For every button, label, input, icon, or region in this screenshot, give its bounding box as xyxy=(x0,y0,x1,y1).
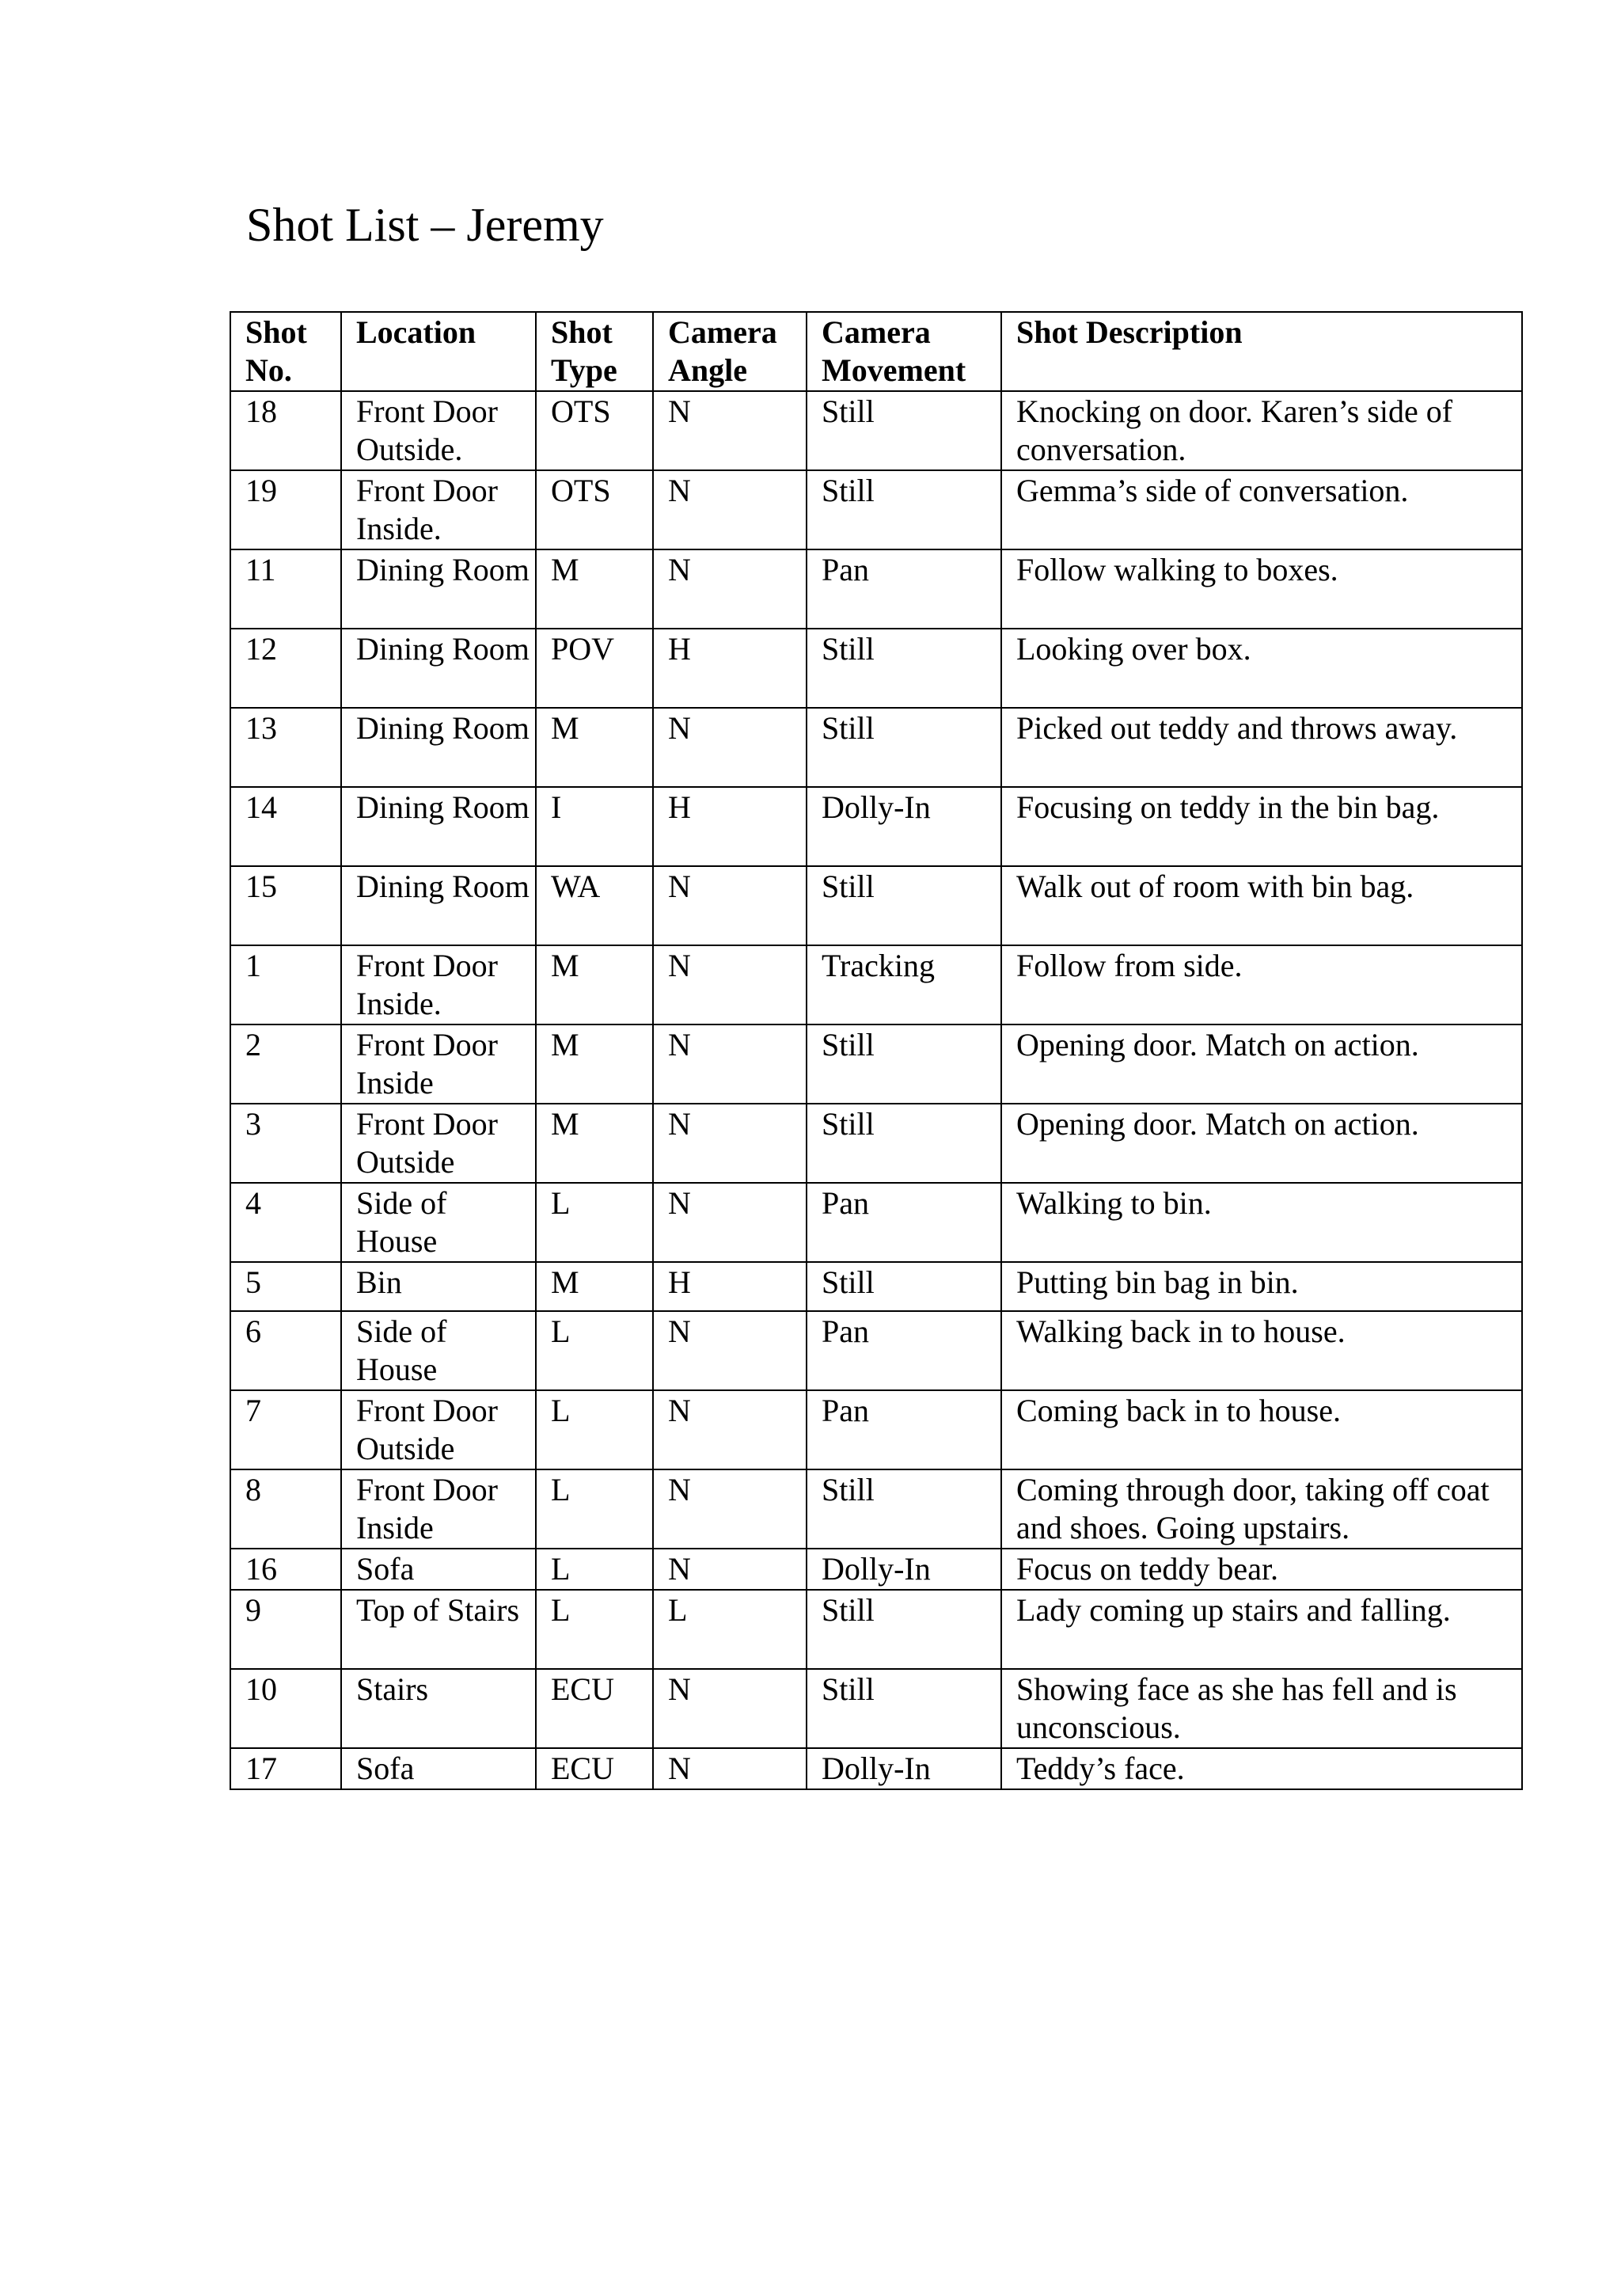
cell-camera-movement: Still xyxy=(807,629,1001,708)
cell-shot-no: 13 xyxy=(230,708,341,787)
cell-camera-angle: N xyxy=(653,470,807,549)
cell-location: Dining Room xyxy=(341,866,536,945)
cell-camera-angle: N xyxy=(653,1549,807,1590)
cell-shot-type: OTS xyxy=(536,391,653,470)
table-row xyxy=(230,1262,1522,1311)
cell-shot-type: M xyxy=(536,945,653,1024)
cell-camera-angle: N xyxy=(653,1748,807,1789)
cell-location: Front Door Inside xyxy=(341,1024,536,1104)
cell-location: Front Door Inside. xyxy=(341,945,536,1024)
table-row xyxy=(230,1183,1522,1262)
cell-camera-movement: Still xyxy=(807,391,1001,470)
table-row xyxy=(230,1669,1522,1748)
cell-shot-description: Coming through door, taking off coat and shoes. Going upstairs. xyxy=(1001,1469,1522,1549)
cell-shot-type: M xyxy=(536,1104,653,1183)
cell-shot-type: M xyxy=(536,1262,653,1311)
cell-shot-type: L xyxy=(536,1390,653,1469)
cell-shot-no: 1 xyxy=(230,945,341,1024)
cell-shot-no: 12 xyxy=(230,629,341,708)
cell-camera-angle: H xyxy=(653,1262,807,1311)
table-row xyxy=(230,1469,1522,1549)
cell-shot-description: Follow walking to boxes. xyxy=(1001,549,1522,629)
cell-shot-no: 5 xyxy=(230,1262,341,1311)
cell-location: Side of House xyxy=(341,1311,536,1390)
table-row xyxy=(230,945,1522,1024)
cell-shot-type: L xyxy=(536,1183,653,1262)
cell-shot-no: 19 xyxy=(230,470,341,549)
cell-shot-type: M xyxy=(536,708,653,787)
table-row xyxy=(230,1311,1522,1390)
table-row xyxy=(230,1024,1522,1104)
cell-camera-angle: N xyxy=(653,1104,807,1183)
cell-camera-angle: H xyxy=(653,787,807,866)
cell-shot-no: 16 xyxy=(230,1549,341,1590)
cell-camera-movement: Dolly-In xyxy=(807,787,1001,866)
cell-camera-movement: Still xyxy=(807,1262,1001,1311)
cell-camera-angle: N xyxy=(653,945,807,1024)
cell-camera-movement: Still xyxy=(807,1669,1001,1748)
cell-camera-angle: N xyxy=(653,1390,807,1469)
cell-camera-movement: Still xyxy=(807,708,1001,787)
shot-list-table xyxy=(230,311,1523,1790)
table-row xyxy=(230,1549,1522,1590)
table-row xyxy=(230,470,1522,549)
cell-shot-no: 18 xyxy=(230,391,341,470)
cell-shot-type: ECU xyxy=(536,1748,653,1789)
cell-shot-description: Opening door. Match on action. xyxy=(1001,1024,1522,1104)
cell-shot-no: 4 xyxy=(230,1183,341,1262)
header-location: Location xyxy=(341,312,536,391)
cell-shot-type: ECU xyxy=(536,1669,653,1748)
cell-camera-angle: N xyxy=(653,1183,807,1262)
cell-camera-movement: Still xyxy=(807,1024,1001,1104)
table-row xyxy=(230,1590,1522,1669)
cell-location: Dining Room xyxy=(341,549,536,629)
cell-shot-description: Focusing on teddy in the bin bag. xyxy=(1001,787,1522,866)
cell-location: Bin xyxy=(341,1262,536,1311)
cell-camera-angle: N xyxy=(653,1669,807,1748)
cell-shot-type: I xyxy=(536,787,653,866)
cell-shot-description: Putting bin bag in bin. xyxy=(1001,1262,1522,1311)
cell-location: Front Door Inside. xyxy=(341,470,536,549)
cell-shot-description: Walking to bin. xyxy=(1001,1183,1522,1262)
header-camera-movement: Camera Movement xyxy=(807,312,1001,391)
cell-shot-type: L xyxy=(536,1549,653,1590)
table-row xyxy=(230,391,1522,470)
cell-shot-description: Teddy’s face. xyxy=(1001,1748,1522,1789)
cell-shot-description: Looking over box. xyxy=(1001,629,1522,708)
cell-shot-description: Follow from side. xyxy=(1001,945,1522,1024)
cell-shot-type: POV xyxy=(536,629,653,708)
cell-shot-description: Lady coming up stairs and falling. xyxy=(1001,1590,1522,1669)
cell-shot-no: 8 xyxy=(230,1469,341,1549)
cell-shot-description: Walking back in to house. xyxy=(1001,1311,1522,1390)
cell-shot-no: 17 xyxy=(230,1748,341,1789)
header-shot-type: Shot Type xyxy=(536,312,653,391)
cell-shot-type: L xyxy=(536,1311,653,1390)
cell-camera-movement: Tracking xyxy=(807,945,1001,1024)
cell-location: Top of Stairs xyxy=(341,1590,536,1669)
cell-camera-movement: Pan xyxy=(807,1311,1001,1390)
cell-shot-type: M xyxy=(536,1024,653,1104)
cell-camera-movement: Still xyxy=(807,866,1001,945)
cell-shot-no: 10 xyxy=(230,1669,341,1748)
cell-shot-type: M xyxy=(536,549,653,629)
cell-camera-angle: N xyxy=(653,1024,807,1104)
cell-shot-description: Knocking on door. Karen’s side of conversation. xyxy=(1001,391,1522,470)
table-row xyxy=(230,549,1522,629)
header-row xyxy=(230,312,1522,391)
page-title: Shot List – Jeremy xyxy=(246,199,604,251)
cell-shot-type: L xyxy=(536,1469,653,1549)
cell-shot-no: 14 xyxy=(230,787,341,866)
cell-shot-no: 7 xyxy=(230,1390,341,1469)
cell-camera-angle: N xyxy=(653,549,807,629)
cell-location: Front Door Outside. xyxy=(341,391,536,470)
table-row xyxy=(230,1390,1522,1469)
cell-shot-no: 15 xyxy=(230,866,341,945)
table-header xyxy=(230,312,1522,391)
cell-shot-description: Gemma’s side of conversation. xyxy=(1001,470,1522,549)
cell-location: Dining Room xyxy=(341,787,536,866)
cell-camera-movement: Still xyxy=(807,1469,1001,1549)
cell-camera-movement: Pan xyxy=(807,1390,1001,1469)
table-row xyxy=(230,787,1522,866)
table-body xyxy=(230,391,1522,1789)
cell-shot-description: Coming back in to house. xyxy=(1001,1390,1522,1469)
cell-camera-movement: Still xyxy=(807,470,1001,549)
cell-shot-description: Showing face as she has fell and is unconscious. xyxy=(1001,1669,1522,1748)
cell-shot-type: L xyxy=(536,1590,653,1669)
cell-location: Front Door Outside xyxy=(341,1390,536,1469)
cell-camera-movement: Still xyxy=(807,1104,1001,1183)
cell-shot-no: 6 xyxy=(230,1311,341,1390)
cell-camera-angle: N xyxy=(653,1311,807,1390)
table-row xyxy=(230,866,1522,945)
cell-shot-no: 9 xyxy=(230,1590,341,1669)
header-shot-no: Shot No. xyxy=(230,312,341,391)
cell-shot-no: 2 xyxy=(230,1024,341,1104)
cell-location: Side of House xyxy=(341,1183,536,1262)
cell-camera-movement: Dolly-In xyxy=(807,1549,1001,1590)
cell-camera-angle: N xyxy=(653,708,807,787)
header-shot-description: Shot Description xyxy=(1001,312,1522,391)
cell-shot-type: WA xyxy=(536,866,653,945)
cell-location: Dining Room xyxy=(341,629,536,708)
table-row xyxy=(230,629,1522,708)
table-row xyxy=(230,708,1522,787)
cell-camera-angle: N xyxy=(653,866,807,945)
cell-location: Sofa xyxy=(341,1549,536,1590)
cell-camera-angle: N xyxy=(653,391,807,470)
cell-shot-description: Picked out teddy and throws away. xyxy=(1001,708,1522,787)
cell-location: Stairs xyxy=(341,1669,536,1748)
cell-camera-movement: Dolly-In xyxy=(807,1748,1001,1789)
cell-location: Dining Room xyxy=(341,708,536,787)
cell-shot-no: 11 xyxy=(230,549,341,629)
cell-camera-movement: Pan xyxy=(807,549,1001,629)
cell-location: Front Door Inside xyxy=(341,1469,536,1549)
cell-camera-angle: L xyxy=(653,1590,807,1669)
header-camera-angle: Camera Angle xyxy=(653,312,807,391)
cell-camera-angle: N xyxy=(653,1469,807,1549)
table-row xyxy=(230,1748,1522,1789)
cell-location: Sofa xyxy=(341,1748,536,1789)
cell-location: Front Door Outside xyxy=(341,1104,536,1183)
cell-shot-description: Opening door. Match on action. xyxy=(1001,1104,1522,1183)
cell-shot-description: Walk out of room with bin bag. xyxy=(1001,866,1522,945)
cell-camera-movement: Still xyxy=(807,1590,1001,1669)
cell-shot-type: OTS xyxy=(536,470,653,549)
cell-shot-description: Focus on teddy bear. xyxy=(1001,1549,1522,1590)
cell-camera-angle: H xyxy=(653,629,807,708)
cell-camera-movement: Pan xyxy=(807,1183,1001,1262)
cell-shot-no: 3 xyxy=(230,1104,341,1183)
table-row xyxy=(230,1104,1522,1183)
